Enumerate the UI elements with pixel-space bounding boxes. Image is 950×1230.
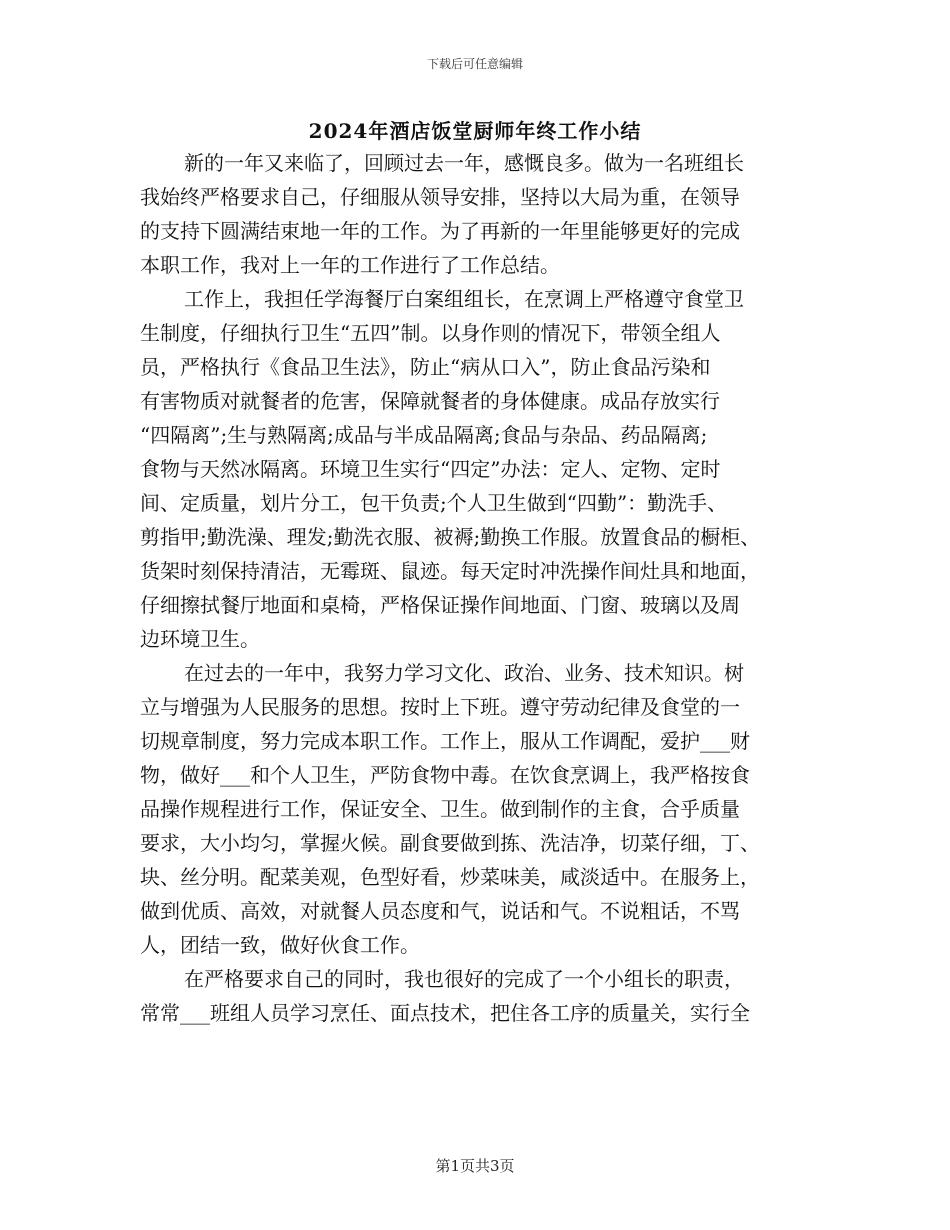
document-title: 2024年酒店饭堂厨师年终工作小结	[308, 119, 642, 143]
body-paragraph	[140, 656, 810, 962]
paragraph-line: 间、定质量，划片分工，包干负责;个人卫生做到“四勤”：勤洗手、	[140, 491, 728, 515]
paragraph-line: 块、丝分明。配菜美观，色型好看，炒菜味美，咸淡适中。在服务上，	[140, 865, 760, 889]
paragraph-line: 做到优质、高效，对就餐人员态度和气，说话和气。不说粗话，不骂	[140, 899, 740, 923]
paragraph-line: 有害物质对就餐者的危害，保障就餐者的身体健康。成品存放实行	[140, 389, 720, 413]
paragraph-line: 货架时刻保持清洁，无霉斑、鼠迹。每天定时冲洗操作间灶具和地面，	[140, 559, 760, 583]
paragraph-line: 我始终严格要求自己，仔细服从领导安排，坚持以大局为重，在领导	[140, 185, 740, 209]
body-paragraph	[140, 146, 810, 282]
paragraph-line: “四隔离”;生与熟隔离;成品与半成品隔离;食品与杂品、药品隔离;	[140, 423, 708, 447]
paragraph-line: 在过去的一年中，我努力学习文化、政治、业务、技术知识。树	[184, 661, 744, 685]
paragraph-line: 的支持下圆满结束地一年的工作。为了再新的一年里能够更好的完成	[140, 219, 740, 243]
paragraph-line: 本职工作，我对上一年的工作进行了工作总结。	[140, 253, 560, 277]
paragraph-line: 人，团结一致，做好伙食工作。	[140, 933, 420, 957]
body-paragraph	[140, 282, 810, 656]
paragraph-line: 剪指甲;勤洗澡、理发;勤洗衣服、被褥;勤换工作服。放置食品的橱柜、	[140, 525, 761, 549]
document-body	[140, 146, 810, 1030]
paragraph-line: 员，严格执行《食品卫生法》，防止“病从口入”，防止食品污染和	[140, 355, 711, 379]
paragraph-line: 新的一年又来临了，回顾过去一年，感慨良多。做为一名班组长	[184, 151, 744, 175]
page-header-note: 下载后可任意编辑	[426, 57, 523, 71]
page-footer: 第1页共3页	[435, 1157, 515, 1175]
paragraph-line: 食物与天然冰隔离。环境卫生实行“四定”办法：定人、定物、定时	[140, 457, 721, 481]
paragraph-line: 立与增强为人民服务的思想。按时上下班。遵守劳动纪律及食堂的一	[140, 695, 740, 719]
paragraph-line: 在严格要求自己的同时，我也很好的完成了一个小组长的职责，	[184, 967, 744, 991]
paragraph-line: 品操作规程进行工作，保证安全、卫生。做到制作的主食，合乎质量	[140, 797, 740, 821]
paragraph-line: 常常___班组人员学习烹任、面点技术，把住各工序的质量关，实行全	[140, 1001, 750, 1025]
paragraph-line: 生制度，仔细执行卫生“五四”制。以身作则的情况下，带领全组人	[140, 321, 721, 345]
paragraph-line: 切规章制度，努力完成本职工作。工作上，服从工作调配，爱护___财	[140, 729, 750, 753]
paragraph-line: 边环境卫生。	[140, 627, 260, 651]
paragraph-line: 仔细擦拭餐厅地面和桌椅，严格保证操作间地面、门窗、玻璃以及周	[140, 593, 740, 617]
paragraph-line: 工作上，我担任学海餐厅白案组组长，在烹调上严格遵守食堂卫	[184, 287, 744, 311]
paragraph-line: 要求，大小均匀，掌握火候。副食要做到拣、洗洁净，切菜仔细，丁、	[140, 831, 760, 855]
paragraph-line: 物，做好___和个人卫生，严防食物中毒。在饮食烹调上，我严格按食	[140, 763, 750, 787]
body-paragraph	[140, 962, 810, 1030]
